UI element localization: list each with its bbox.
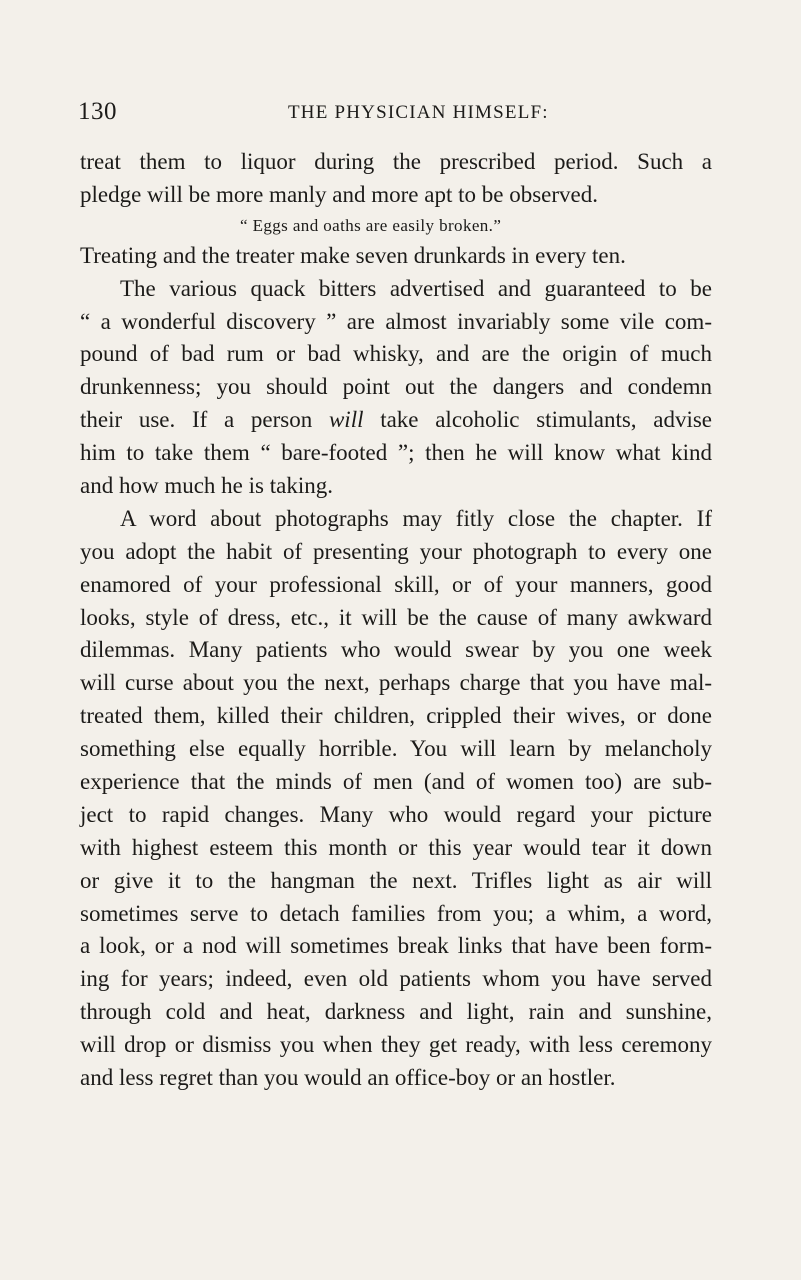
text-line: sometimes serve to detach families from you; a whim, a word, bbox=[80, 900, 712, 926]
text-line: treated them, killed their children, crippled their wives, or done bbox=[80, 703, 712, 729]
text-line: or give it to the hangman the next. Trifles light as air will bbox=[80, 867, 712, 893]
text-line: The various quack bitters advertised and guaranteed to be bbox=[120, 275, 712, 301]
text-line: experience that the minds of men (and of women too) are sub- bbox=[80, 769, 712, 795]
text-line: dilemmas. Many patients who would swear by you one week bbox=[80, 637, 712, 663]
body-text bbox=[80, 146, 712, 1095]
text-segment: take alcoholic stimulants, advise bbox=[380, 407, 713, 433]
text-line: looks, style of dress, etc., it will be the cause of many awkward bbox=[80, 604, 712, 630]
text-line: will drop or dismiss you when they get ready, with less ceremony bbox=[80, 1032, 712, 1058]
text-line: “ a wonderful discovery ” are almost invariably some vile com- bbox=[80, 308, 712, 334]
emphasis-will: will bbox=[328, 407, 364, 433]
text-line: with highest esteem this month or this year would tear it down bbox=[80, 834, 712, 860]
text-line: ing for years; indeed, even old patients whom you have served bbox=[80, 966, 712, 992]
text-segment: their use. If a person bbox=[80, 407, 313, 433]
text-line: pound of bad rum or bad whisky, and are the origin of much bbox=[80, 341, 712, 367]
text-line: will curse about you the next, perhaps charge that you have mal- bbox=[80, 670, 712, 696]
text-line: him to take them “ bare-footed ”; then he will know what kind bbox=[80, 440, 712, 466]
text-line: and how much he is taking. bbox=[80, 473, 333, 499]
text-line: you adopt the habit of presenting your photograph to every one bbox=[80, 538, 712, 564]
page-number: 130 bbox=[78, 98, 117, 125]
text-line: enamored of your professional skill, or of your manners, good bbox=[80, 571, 712, 597]
text-line: drunkenness; you should point out the dangers and condemn bbox=[80, 374, 712, 400]
text-line: treat them to liquor during the prescribed period. Such a bbox=[80, 149, 712, 174]
running-head bbox=[78, 98, 710, 128]
text-line: A word about photographs may fitly close the chapter. If bbox=[120, 505, 712, 531]
running-title: THE PHYSICIAN HIMSELF: bbox=[288, 102, 549, 123]
text-line: Treating and the treater make seven drunkards in every ten. bbox=[80, 242, 626, 268]
text-line: and less regret than you would an office-boy or an hostler. bbox=[80, 1065, 616, 1091]
text-line: something else equally horrible. You will learn by melancholy bbox=[80, 736, 712, 762]
proverb-quote: “ Eggs and oaths are easily broken.” bbox=[240, 215, 502, 235]
text-line: through cold and heat, darkness and light, rain and sunshine, bbox=[80, 999, 712, 1025]
text-line bbox=[80, 404, 712, 437]
text-line: pledge will be more manly and more apt to be observed. bbox=[80, 181, 598, 207]
text-line: a look, or a nod will sometimes break links that have been form- bbox=[80, 933, 712, 959]
text-line: ject to rapid changes. Many who would regard your picture bbox=[80, 801, 712, 827]
